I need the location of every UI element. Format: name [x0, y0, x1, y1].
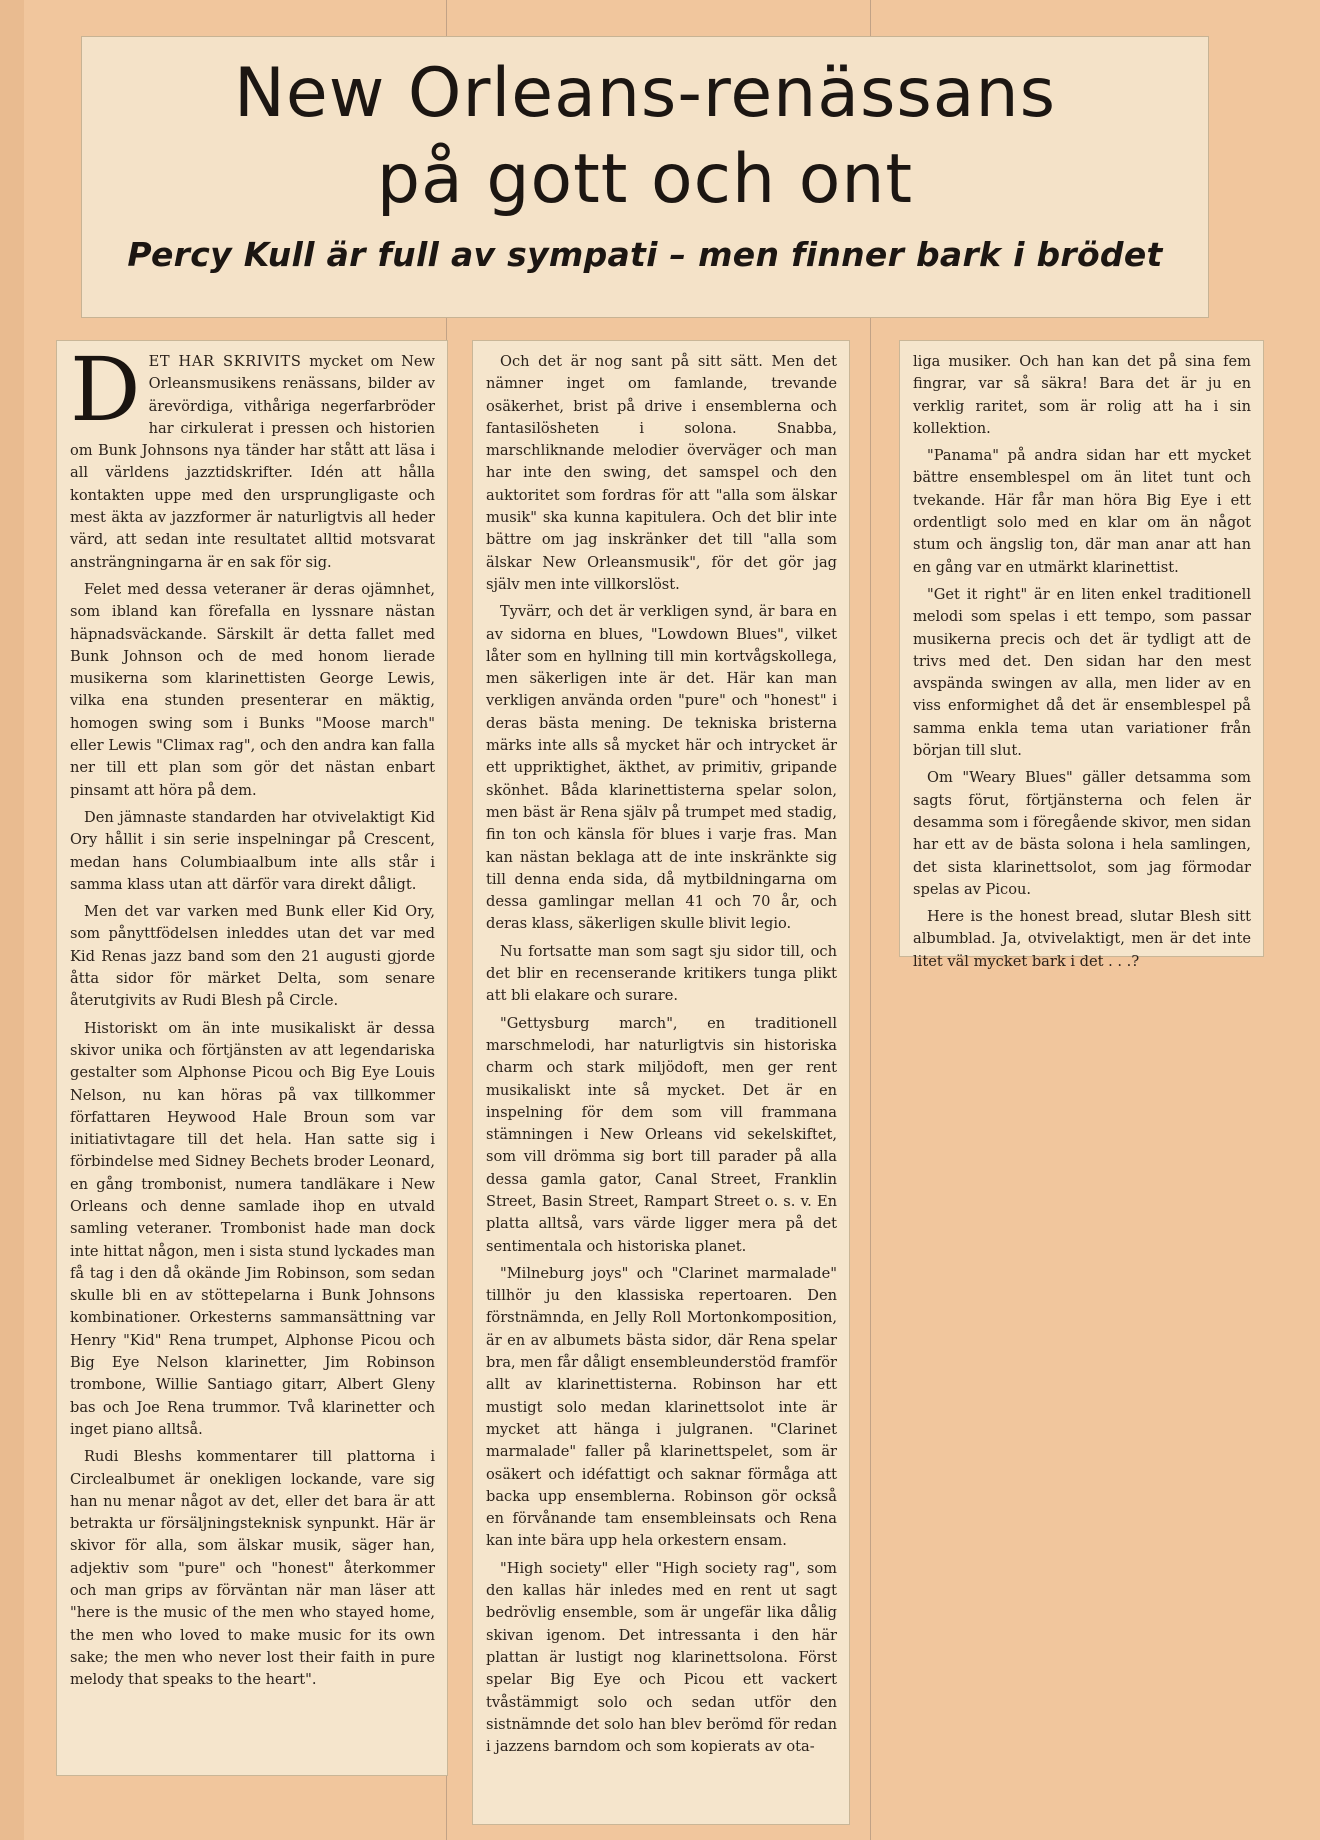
lead-caps: ET HAR SKRIVITS: [148, 353, 302, 370]
paragraph: Den jämnaste standarden har otvivelaktigt Kid Ory hållit i sin serie inspelningar på Crescent, medan hans Columbiaalbum inte alls står i samma klass utan att därför vara direkt dåligt.: [70, 808, 435, 893]
paragraph: Rudi Bleshs kommentarer till plattorna i Circlealbumet är onekligen lockande, vare sig han nu menar något av det, eller det bara är att betrakta ur försäljningsteknisk synpunkt. Här är skivor för alla, som älskar musik, säger han, adjektiv som "pure" och "honest" återkommer och man grips av förväntan när man läser att "here is the music of the men who stayed home, the men who loved to make music for its own sake; the men who never lost their faith in pure melody that speaks to the heart".: [70, 1448, 435, 1689]
page-edge: [0, 0, 24, 1840]
headline-clipping: [81, 36, 1209, 318]
paragraph: Nu fortsatte man som sagt sju sidor till, och det blir en recenserande kritikers tunga plikt att bli elakare och surare.: [486, 942, 837, 1005]
paragraph: Historiskt om än inte musikaliskt är dessa skivor unika och förtjänsten av att legendariska gestalter som Alphonse Picou och Big Eye Louis Nelson, nu kan höras på vax tillkommer författaren Heywood Hale Broun som var initiativtagare till det hela. Han satte sig i förbindelse med Sidney Bechets broder Leonard, en gång trombonist, numera tandläkare i New Orleans och denne samlade ihop en utvald samling veteraner. Trombonist hade man dock inte hittat någon, men i sista stund lyckades man få tag i den då okände Jim Robinson, som sedan skulle bli en av stöttepelarna i Bunk Johnsons kombinationer. Orkesterns sammansättning var Henry "Kid" Rena trumpet, Alphonse Picou och Big Eye Nelson klarinetter, Jim Robinson trombone, Willie Santiago gitarr, Albert Gleny bas och Joe Rena trummor. Två klarinetter och inget piano alltså.: [70, 1019, 435, 1438]
article-column-2: [472, 340, 850, 1825]
paragraph: "Get it right" är en liten enkel traditionell melodi som spelas i ett tempo, som passar musikerna precis och det är tydligt att de trivs med det. Den sidan har den mest avspända swingen av alla, men lider av en viss enformighet då det är ensemblespel på samma enkla tema utan variationer från början till slut.: [913, 585, 1251, 760]
paragraph: "Milneburg joys" och "Clarinet marmalade" tillhör ju den klassiska repertoaren. Den förstnämnda, en Jelly Roll Mortonkomposition, är en av albumets bästa sidor, där Rena spelar bra, men får dåligt ensembleunderstöd framför allt av klarinettisterna. Robinson har ett mustigt solo medan klarinettsolot inte är mycket att hänga i julgranen. "Clarinet marmalade" faller på klarinettspelet, som är osäkert och idéfattigt och saknar förmåga att backa upp ensemblerna. Robinson gör också en förvånande tam ensembleinsats och Rena kan inte bära upp hela orkestern ensam.: [486, 1264, 837, 1550]
title-line-1: New Orleans-renässans: [234, 54, 1056, 133]
article-title: [82, 37, 1208, 223]
paragraph: Men det var varken med Bunk eller Kid Ory, som pånyttfödelsen inleddes utan det var med Kid Renas jazz band som den 21 augusti gjorde åtta sidor för märket Delta, som senare återutgivits av Rudi Blesh på Circle.: [70, 903, 435, 1010]
paragraph: Om "Weary Blues" gäller detsamma som sagts förut, förtjänsterna och felen är desamma som i föregående skivor, men sidan har ett av de bästa solona i hela samlingen, det sista klarinettsolot, som jag förmodar spelas av Picou.: [913, 769, 1251, 898]
paragraph: "High society" eller "High society rag", som den kallas här inledes med en rent ut sagt bedrövlig ensemble, som är ungefär lika dålig skivan igenom. Det intressanta i den här plattan är lustigt nog klarinettsolona. Först spelar Big Eye och Picou ett vackert tvåstämmigt solo och sedan utför den sistnämnde det solo han blev berömd för redan i jazzens barndom och som kopierats av ota-: [486, 1559, 837, 1756]
paragraph: Tyvärr, och det är verkligen synd, är bara en av sidorna en blues, "Lowdown Blues", vilket låter som en hyllning till min kortvågskollega, men säkerligen inte är det. Här kan man verkligen använda orden "pure" och "honest" i deras bästa mening. De tekniska bristerna märks inte alls så mycket här och intrycket är ett uppriktighet, äkthet, av primitiv, gripande skönhet. Båda klarinettisterna spelar solon, men bäst är Rena själv på trumpet med stadig, fin ton och känsla för blues i varje fras. Man kan nästan beklaga att de inte inskränkte sig till denna enda sida, då mytbildningarna om dessa gamlingar mellan 41 och 70 år, och deras klass, säkerligen skulle blivit legio.: [486, 603, 837, 933]
paragraph: Felet med dessa veteraner är deras ojämnhet, som ibland kan förefalla en lyssnare nästan häpnadsväckande. Särskilt är detta fallet med Bunk Johnson och de med honom lierade musikerna som klarinettisten George Lewis, vilka ena stunden presenterar en mäktig, homogen swing som i Bunks "Moose march" eller Lewis "Climax rag", och den andra kan falla ner till ett plan som gör det nästan enbart pinsamt att höra på dem.: [70, 580, 435, 799]
paragraph: liga musiker. Och han kan det på sina fem fingrar, var så säkra! Bara det är ju en verklig raritet, som är rolig att ha i sin kollektion.: [913, 353, 1251, 437]
article-column-1: [56, 340, 448, 1776]
title-line-2: på gott och ont: [376, 140, 914, 219]
article-subtitle: Percy Kull är full av sympati – men finner bark i brödet: [127, 235, 1163, 274]
paragraph: DET HAR SKRIVITS mycket om New Orleansmusikens renässans, bilder av ärevördiga, vithåriga negerfarbröder har cirkulerat i pressen och historien om Bunk Johnsons nya tänder har stått att läsa i all världens jazztidskrifter. Idén att hålla kontakten uppe med den ursprungligaste och mest äkta av jazzformer är naturligtvis all heder värd, att sedan inte resultatet alltid motsvarat ansträngningarna är en sak för sig.: [70, 338, 435, 571]
paragraph: "Gettysburg march", en traditionell marschmelodi, har naturligtvis sin historiska charm och stark miljödoft, men ger rent musikaliskt inte så mycket. Det är en inspelning för dem som vill frammana stämningen i New Orleans vid sekelskiftet, som vill drömma sig bort till parader på alla dessa gamla gator, Canal Street, Franklin Street, Basin Street, Rampart Street o. s. v. En platta alltså, vars värde ligger mera på det sentimentala och historiska planet.: [486, 1014, 837, 1255]
paragraph: Och det är nog sant på sitt sätt. Men det nämner inget om famlande, trevande osäkerhet, brist på drive i ensemblerna och fantasilösheten i solona. Snabba, marschliknande melodier överväger och man har inte den swing, det samspel och den auktoritet som fordras för att "alla som älskar musik" ska kunna kapitulera. Och det blir inte bättre om jag inskränker det till "alla som älskar New Orleansmusik", för det gör jag själv men inte villkorslöst.: [486, 353, 837, 593]
paragraph: "Panama" på andra sidan har ett mycket bättre ensemblespel om än litet tunt och tvekande. Här får man höra Big Eye i ett ordentligt solo med en klar om än något stum och ängslig ton, där man anar att han en gång var en utmärkt klarinettist.: [913, 447, 1251, 576]
drop-cap: D: [70, 338, 141, 441]
paragraph: Here is the honest bread, slutar Blesh sitt albumblad. Ja, otvivelaktigt, men är det inte litet väl mycket bark i det . . .?: [913, 908, 1251, 970]
article-column-3: [899, 340, 1264, 970]
